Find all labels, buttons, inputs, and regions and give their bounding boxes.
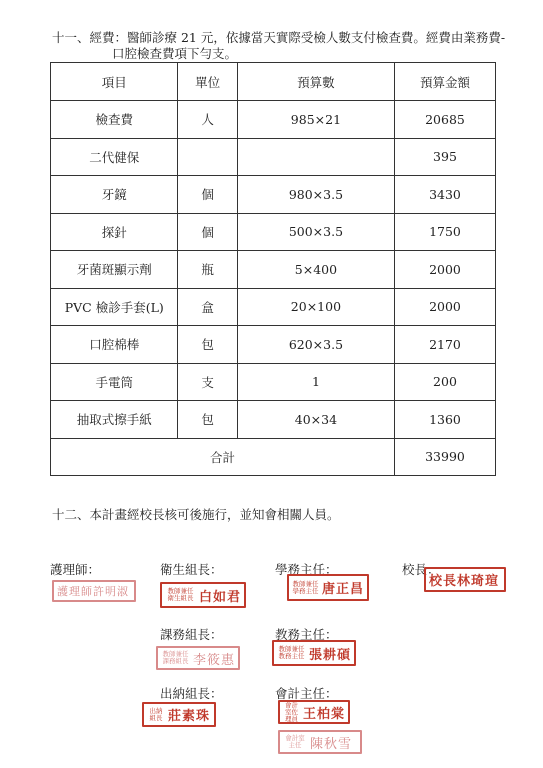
header-budget-amount: 預算金額 (394, 63, 495, 101)
header-budget-qty: 預算數 (237, 63, 394, 101)
course-label: 課務組長： (160, 627, 223, 642)
cell-amount: 2170 (394, 326, 495, 364)
table-row (51, 363, 496, 401)
table-row (51, 251, 496, 289)
nurse-label: 護理師： (50, 562, 101, 577)
principal-stamp-name: 校長林琦瑄 (429, 574, 500, 589)
table-total-row (51, 438, 496, 476)
cell-qty: 1 (237, 363, 394, 401)
cell-unit: 包 (178, 401, 237, 439)
teaching-stamp-title: 教師兼任教務主任 (278, 645, 305, 660)
teaching-stamp-name: 張耕碩 (308, 647, 351, 663)
cashier-stamp (142, 702, 216, 727)
cell-item: 探針 (51, 213, 178, 251)
accounting2-stamp-title: 會計室主任 (285, 734, 305, 749)
accounting-stamp-title: 會計室佐理員 (284, 700, 298, 723)
section11-line1: 十一、經費：醫師診療 21 元，依據當天實際受檢人數支付檢查費。經費由業務費- (52, 30, 506, 45)
course-stamp-name: 李筱惠 (192, 652, 235, 668)
hygiene-stamp-title: 教師兼任衛生組長 (167, 587, 194, 602)
cell-amount: 2000 (394, 251, 495, 289)
cell-item: 口腔棉棒 (51, 326, 178, 364)
cell-unit: 個 (178, 213, 237, 251)
budget-table (50, 62, 496, 476)
table-row (51, 401, 496, 439)
cell-unit: 支 (178, 363, 237, 401)
cell-unit: 瓶 (178, 251, 237, 289)
section11-line2: 口腔檢查費項下勻支。 (112, 46, 238, 61)
cell-unit: 包 (178, 326, 237, 364)
cell-item: 二代健保 (51, 138, 178, 176)
cashier-stamp-title: 出納組長 (149, 706, 163, 722)
cell-amount: 3430 (394, 176, 495, 214)
section12-text: 十二、本計畫經校長核可後施行，並知會相關人員。 (52, 507, 340, 522)
total-label: 合計 (51, 438, 395, 476)
accounting2-stamp-name: 陳秋雪 (310, 736, 353, 752)
cell-amount: 395 (394, 138, 495, 176)
cell-amount: 2000 (394, 288, 495, 326)
cell-item: PVC 檢診手套(L) (51, 288, 178, 326)
cell-qty (237, 138, 394, 176)
table-row (51, 176, 496, 214)
cashier-label: 出納組長： (160, 686, 223, 701)
cell-qty: 980×3.5 (237, 176, 394, 214)
cell-qty: 5×400 (237, 251, 394, 289)
cell-qty: 20×100 (237, 288, 394, 326)
table-row (51, 101, 496, 139)
teaching-stamp (272, 640, 356, 666)
table-header-row (51, 63, 496, 101)
course-stamp-title: 教師兼任課務組長 (162, 650, 189, 665)
cell-qty: 500×3.5 (237, 213, 394, 251)
header-unit: 單位 (178, 63, 237, 101)
cell-qty: 40×34 (237, 401, 394, 439)
academic-stamp-name: 唐正昌 (321, 582, 364, 597)
table-row (51, 213, 496, 251)
principal-stamp (424, 567, 506, 592)
accounting2-stamp (278, 730, 362, 754)
academic-stamp (287, 574, 369, 601)
cell-item: 牙菌斑顯示劑 (51, 251, 178, 289)
course-stamp (156, 646, 240, 670)
cashier-stamp-name: 莊素珠 (168, 709, 211, 724)
cell-amount: 20685 (394, 101, 495, 139)
cell-item: 抽取式擦手紙 (51, 401, 178, 439)
accounting-stamp-name: 王柏棠 (302, 706, 345, 722)
hygiene-label: 衛生組長： (160, 562, 223, 577)
accounting-label: 會計主任： (275, 686, 338, 701)
cell-item: 檢查費 (51, 101, 178, 139)
accounting-stamp (278, 700, 350, 724)
academic-stamp-title: 教師兼任學務主任 (292, 579, 319, 595)
cell-unit: 個 (178, 176, 237, 214)
cell-qty: 620×3.5 (237, 326, 394, 364)
cell-amount: 1750 (394, 213, 495, 251)
cell-qty: 985×21 (237, 101, 394, 139)
total-value: 33990 (394, 438, 495, 476)
hygiene-stamp (160, 582, 246, 608)
cell-item: 牙鏡 (51, 176, 178, 214)
table-row (51, 138, 496, 176)
cell-unit (178, 138, 237, 176)
table-row (51, 288, 496, 326)
academic-label: 學務主任： (275, 562, 338, 577)
header-item: 項目 (51, 63, 178, 101)
cell-unit: 盒 (178, 288, 237, 326)
cell-item: 手電筒 (51, 363, 178, 401)
table-row (51, 326, 496, 364)
cell-amount: 200 (394, 363, 495, 401)
teaching-label: 教務主任： (275, 627, 338, 642)
cell-amount: 1360 (394, 401, 495, 439)
cell-unit: 人 (178, 101, 237, 139)
hygiene-stamp-name: 白如君 (198, 589, 241, 605)
nurse-stamp-name: 護理師許明淑 (57, 585, 129, 598)
principal-label: 校長： (402, 562, 440, 577)
nurse-stamp (52, 580, 136, 602)
